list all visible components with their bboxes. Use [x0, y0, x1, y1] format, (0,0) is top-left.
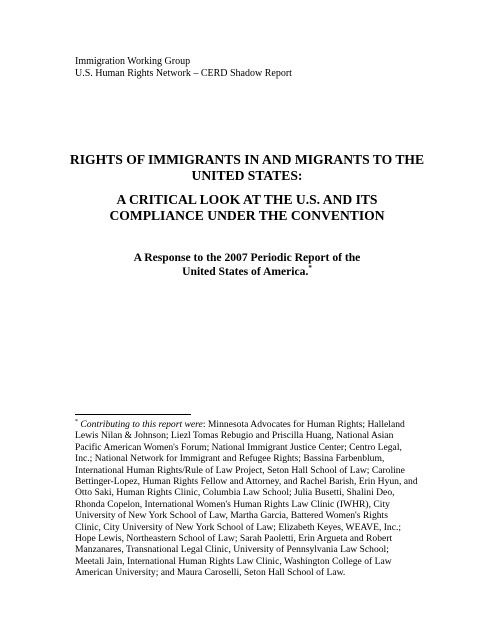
- footnote-line: Rhonda Copelon, International Women's Human Rights Law Clinic (IWHR), City: [75, 498, 390, 510]
- main-title-line-2: UNITED STATES:: [191, 168, 303, 183]
- footnote-line-1-text: : Minnesota Advocates for Human Rights; Halleland: [202, 419, 405, 430]
- footnote-line: Lewis Nilan & Johnson; Liezl Tomas Rebugio and Priscilla Huang, National Asian: [75, 430, 394, 442]
- footnote-lead: Contributing to this report were: [80, 419, 203, 430]
- footnote-line: Pacific American Women's Forum; National Immigrant Justice Center; Centro Legal,: [75, 441, 402, 453]
- response-line-1: A Response to the 2007 Periodic Report of the: [133, 251, 361, 264]
- header-organization: Immigration Working Group: [75, 56, 191, 67]
- response-heading: [40, 251, 454, 279]
- subtitle-line-2: COMPLIANCE UNDER THE CONVENTION: [109, 208, 385, 223]
- footnote-line: Clinic, City University of New York School of Law; Elizabeth Keyes, WEAVE, Inc.;: [75, 521, 402, 533]
- footnote: [75, 419, 435, 579]
- header-report-name: U.S. Human Rights Network – CERD Shadow Report: [75, 68, 292, 79]
- main-title: [40, 152, 454, 184]
- footnote-line: International Human Rights/Rule of Law Project, Seton Hall School of Law; Caroline: [75, 464, 405, 476]
- footnote-line: American University; and Maura Caroselli, Seton Hall School of Law.: [75, 567, 346, 579]
- footnote-line: [75, 419, 435, 430]
- subtitle: [40, 192, 454, 224]
- footnote-line: Meetali Jain, International Human Rights Law Clinic, Washington College of Law: [75, 555, 392, 567]
- response-line-2-text: United States of America.: [182, 265, 309, 278]
- footnote-line: Bettinger-Lopez, Human Rights Fellow and Attorney, and Rachel Barish, Erin Hyun, and: [75, 476, 418, 488]
- footnote-reference-marker: *: [308, 264, 312, 273]
- footnote-line: Manzanares, Transnational Legal Clinic, University of Pennsylvania Law School;: [75, 544, 389, 556]
- subtitle-line-1: A CRITICAL LOOK AT THE U.S. AND ITS: [116, 192, 378, 207]
- main-title-line-1: RIGHTS OF IMMIGRANTS IN AND MIGRANTS TO THE: [69, 152, 425, 167]
- response-line-2: [40, 265, 454, 279]
- document-header: [75, 56, 292, 80]
- footnote-line: University of New York School of Law, Martha Garcia, Battered Women's Rights: [75, 510, 388, 522]
- footnote-line: Inc.; National Network for Immigrant and Refugee Rights; Bassina Farbenblum,: [75, 453, 385, 465]
- footnote-marker: *: [75, 418, 78, 425]
- footnote-line: Otto Saki, Human Rights Clinic, Columbia Law School; Julia Busetti, Shalini Deo,: [75, 487, 395, 499]
- footnote-line: Hope Lewis, Northeastern School of Law; Sarah Paoletti, Erin Argueta and Robert: [75, 533, 393, 545]
- footnote-divider: [75, 414, 191, 415]
